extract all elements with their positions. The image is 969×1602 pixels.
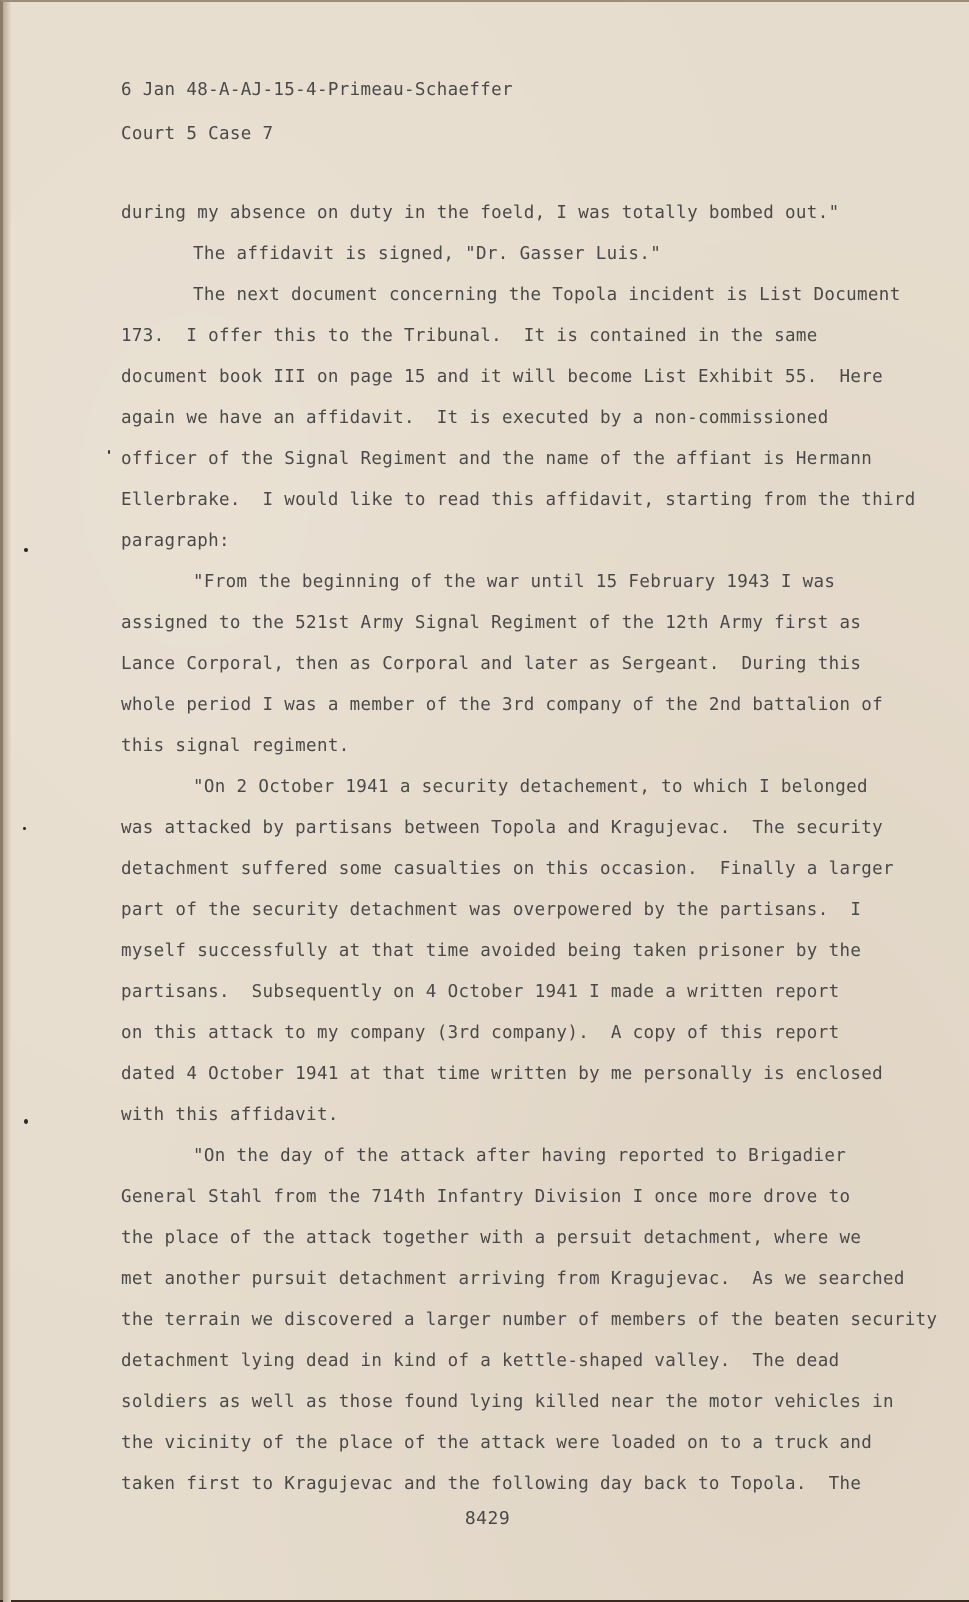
text-line: with this affidavit. — [121, 1105, 339, 1125]
text-line: soldiers as well as those found lying killed near the motor vehicles in — [121, 1392, 894, 1412]
text-line: the place of the attack together with a persuit detachment, where we — [121, 1228, 862, 1248]
text-line: the terrain we discovered a larger number of members of the beaten security — [121, 1310, 938, 1330]
text-line: The next document concerning the Topola incident is List Document — [193, 285, 901, 305]
text-line: 173. I offer this to the Tribunal. It is contained in the same — [121, 326, 818, 346]
text-line: General Stahl from the 714th Infantry Division I once more drove to — [121, 1187, 851, 1207]
ink-speck — [108, 450, 110, 454]
text-line: this signal regiment. — [121, 736, 350, 756]
text-line: "On the day of the attack after having reported to Brigadier — [193, 1146, 847, 1166]
text-line: assigned to the 521st Army Signal Regiment of the 12th Army first as — [121, 613, 862, 633]
text-line: Ellerbrake. I would like to read this affidavit, starting from the third — [121, 490, 916, 510]
text-line: officer of the Signal Regiment and the name of the affiant is Hermann — [121, 449, 873, 469]
text-line: whole period I was a member of the 3rd company of the 2nd battalion of — [121, 695, 884, 715]
text-line: paragraph: — [121, 531, 230, 551]
text-line: was attacked by partisans between Topola and Kragujevac. The security — [121, 818, 884, 838]
text-line: the vicinity of the place of the attack were loaded on to a truck and — [121, 1433, 873, 1453]
document-header-court: Court 5 Case 7 — [121, 124, 274, 144]
text-line: on this attack to my company (3rd company). A copy of this report — [121, 1023, 840, 1043]
text-line: partisans. Subsequently on 4 October 1941 I made a written report — [121, 982, 840, 1002]
text-line: "From the beginning of the war until 15 February 1943 I was — [193, 572, 836, 592]
text-line: document book III on page 15 and it will become List Exhibit 55. Here — [121, 367, 884, 387]
text-line: Lance Corporal, then as Corporal and later as Sergeant. During this — [121, 654, 862, 674]
ink-speck — [24, 548, 28, 552]
text-line: during my absence on duty in the foeld, I was totally bombed out." — [121, 203, 840, 223]
text-line: again we have an affidavit. It is executed by a non-commissioned — [121, 408, 829, 428]
text-line: "On 2 October 1941 a security detachement, to which I belonged — [193, 777, 868, 797]
text-line: taken first to Kragujevac and the following day back to Topola. The — [121, 1474, 862, 1494]
text-line: The affidavit is signed, "Dr. Gasser Luis." — [193, 244, 662, 264]
text-line: met another pursuit detachment arriving from Kragujevac. As we searched — [121, 1269, 905, 1289]
document-header-id: 6 Jan 48-A-AJ-15-4-Primeau-Schaeffer — [121, 80, 513, 100]
page-edge-shadow — [3, 2, 11, 1602]
text-line: part of the security detachment was overpowered by the partisans. I — [121, 900, 862, 920]
text-line: detachment lying dead in kind of a kettle-shaped valley. The dead — [121, 1351, 840, 1371]
ink-speck — [23, 827, 26, 830]
text-line: dated 4 October 1941 at that time written by me personally is enclosed — [121, 1064, 884, 1084]
ink-speck — [24, 1119, 28, 1124]
document-body — [121, 193, 938, 1505]
text-line: detachment suffered some casualties on this occasion. Finally a larger — [121, 859, 894, 879]
page-number: 8429 — [464, 1508, 511, 1529]
text-line: myself successfully at that time avoided being taken prisoner by the — [121, 941, 862, 961]
